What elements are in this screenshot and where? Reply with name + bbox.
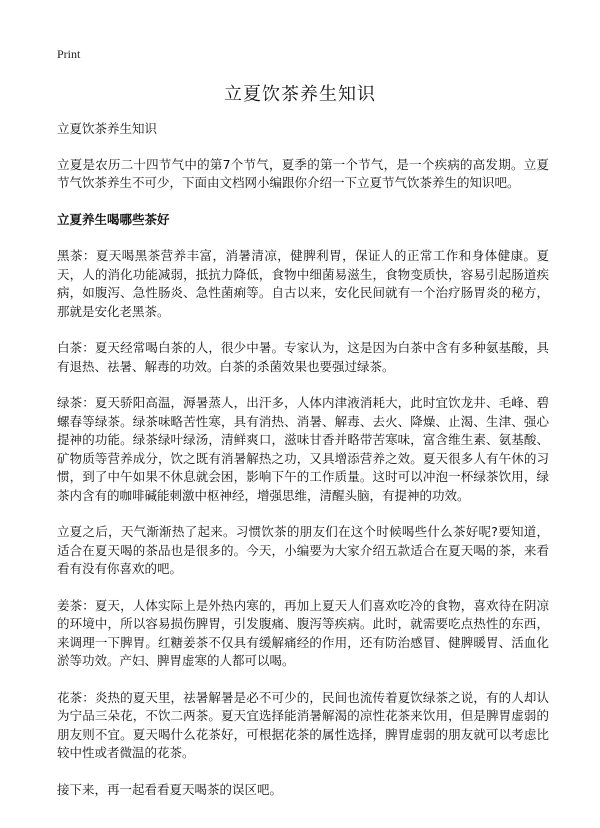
paragraph-flower-tea: 花茶：炎热的夏天里，祛暑解暑是必不可少的，民间也流传着夏饮绿茶之说，有的人却认为宁品三朵花，不饮二两茶。夏天宜选择能消暑解渴的凉性花茶来饮用，但是脾胃虚弱的朋友则不宜。夏天喝什么花茶好，可根据花茶的属性选择，脾胃虚弱的朋友就可以考虑比较中性或者微温的花茶。 bbox=[57, 689, 549, 760]
intro-paragraph: 立夏是农历二十四节气中的第7个节气，夏季的第一个节气，是一个疾病的高发期。立夏节气饮茶养生不可少，下面由文档网小编跟你介绍一下立夏节气饮茶养生的知识吧。 bbox=[57, 156, 549, 190]
paragraph-green-tea: 绿茶：夏天骄阳高温，溽暑蒸人，出汗多，人体内津液消耗大，此时宜饮龙井、毛峰、碧螺春等绿茶。绿茶味略苦性寒，具有消热、消暑、解毒、去火、降燥、止渴、生津、强心提神的功能。绿茶绿叶绿汤，清鲜爽口，滋味甘香并略带苦寒味，富含维生素、氨基酸、矿物质等营养成分，饮之既有消暑解热之功，又具增添营养之效。夏天很多人有午休的习惯，到了中午如果不休息就会困，影响下午的工作质量。这时可以冲泡一杯绿茶饮用，绿茶内含有的咖啡碱能刺激中枢神经，增强思维，清醒头脑，有提神的功效。 bbox=[57, 395, 549, 503]
paragraph-white-tea: 白茶：夏天经常喝白茶的人，很少中暑。专家认为，这是因为白茶中含有多种氨基酸，具有退热、祛暑、解毒的功效。白茶的杀菌效果也要强过绿茶。 bbox=[57, 340, 549, 374]
print-link[interactable]: Print bbox=[57, 47, 81, 61]
paragraph-black-tea: 黑茶：夏天喝黑茶营养丰富，消暑清凉，健脾利胃，保证人的正常工作和身体健康。夏天，人的消化功能减弱，抵抗力降低，食物中细菌易滋生，食物变质快，容易引起肠道疾病，如腹泻、急性肠炎、急性菌痢等。自古以来，安化民间就有一个治疗肠胃炎的秘方，那就是安化老黑茶。 bbox=[57, 248, 549, 319]
article-subtitle: 立夏饮茶养生知识 bbox=[57, 121, 158, 136]
paragraph-closing: 接下来，再一起看看夏天喝茶的误区吧。 bbox=[57, 781, 283, 797]
page-title: 立夏饮茶养生知识 bbox=[224, 84, 376, 105]
paragraph-summer-intro: 立夏之后，天气渐渐热了起来。习惯饮茶的朋友们在这个时候喝些什么茶好呢?要知道，适合在夏天喝的茶品也是很多的。今天，小编要为大家介绍五款适合在夏天喝的茶，来看看有没有你喜欢的吧。 bbox=[57, 524, 549, 576]
paragraph-ginger-tea: 姜茶：夏天，人体实际上是外热内寒的，再加上夏天人们喜欢吃冷的食物，喜欢待在阴凉的环境中，所以容易损伤脾胃，引发腹痛、腹泻等疾病。此时，就需要吃点热性的东西，来调理一下脾胃。红糖姜茶不仅具有缓解痛经的作用，还有防治感冒、健脾暖胃、活血化淤等功效。产妇、脾胃虚寒的人都可以喝。 bbox=[57, 597, 549, 668]
article-body bbox=[57, 120, 549, 817]
section-heading: 立夏养生喝哪些茶好 bbox=[57, 211, 170, 227]
